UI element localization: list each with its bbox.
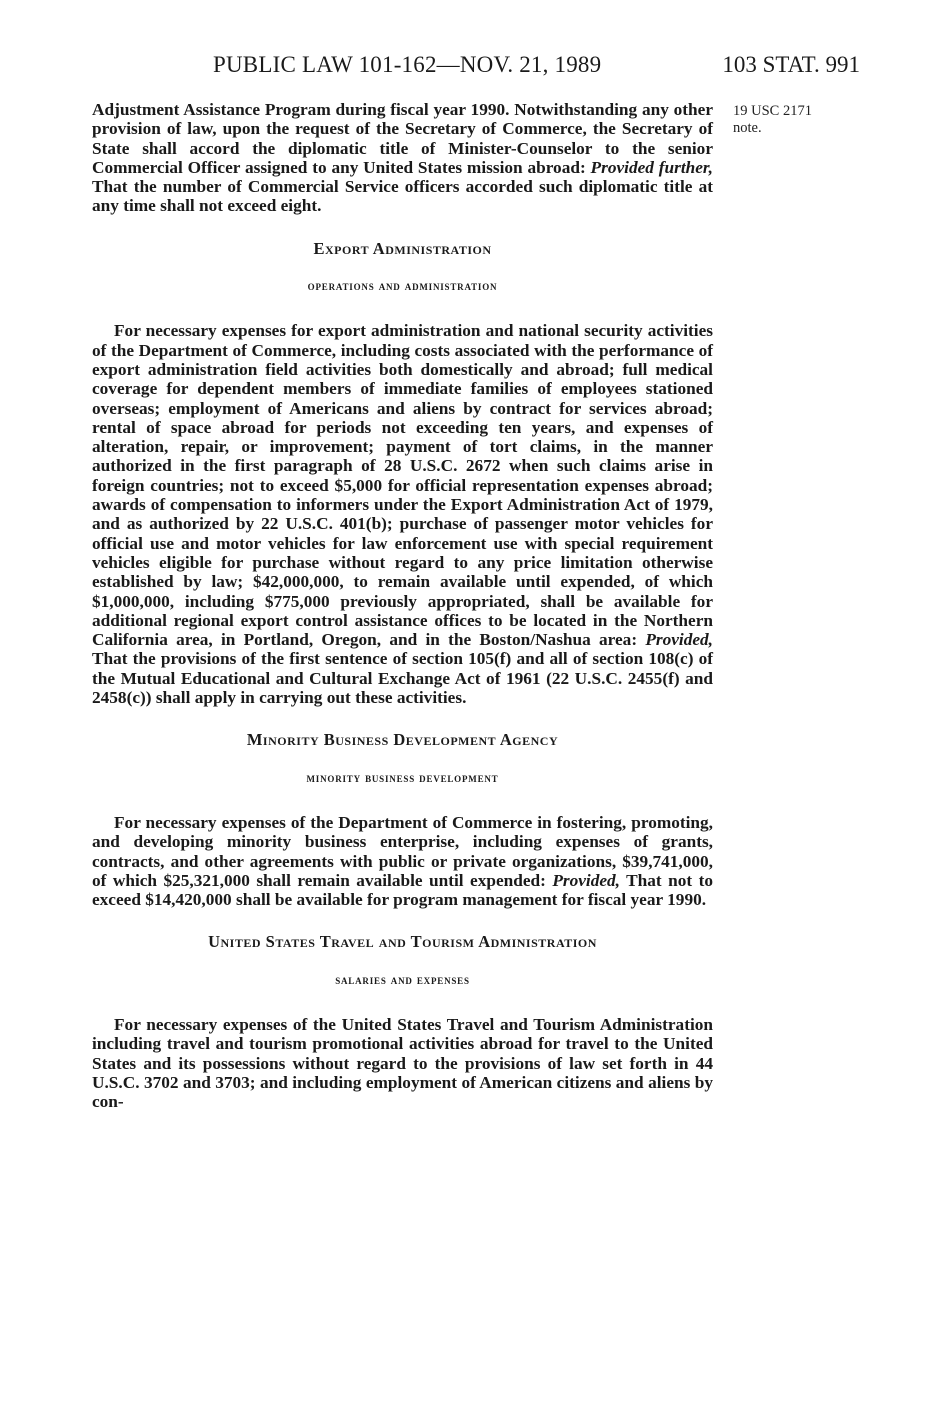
export-administration-heading: Export Administration (313, 238, 492, 258)
page-number: 103 STAT. 991 (722, 52, 860, 77)
export-proviso: Provided, (645, 630, 713, 650)
margin-note (733, 103, 812, 137)
travel-tourism-paragraph: For necessary expenses of the United States Travel and Tourism Administration including travel and tourism promotional activities abroad for travel to the United States and its possessions without regard to the provisions of law set forth in 44 U.S.C. 3702 and 3703; and including employment of American citizens and aliens by con- (92, 1014, 713, 1112)
travel-tourism-heading: United States Travel and Tourism Administration (208, 932, 597, 952)
minority-business-paragraph (92, 813, 713, 909)
running-head: PUBLIC LAW 101-162—NOV. 21, 1989 (213, 52, 602, 77)
minority-text-2: That not to exceed $14,420,000 shall be available for program management for fiscal year 1990. (92, 870, 713, 910)
export-text-1: For necessary expenses for export administration and national security activities of the Department of Commerce, including costs associated with the performance of export administration field activities both domestically and abroad; full medical coverage for dependent members of immediate families of employees stationed overseas; employment of Americans and aliens by contract for services abroad; rental of space abroad for periods not exceeding ten years, and expenses of alteration, repair, or improvement; payment of tort claims, in the manner authorized in the first paragraph of 28 U.S.C. 2672 when such claims arise in foreign countries; not to exceed $5,000 for official representation expenses abroad; awards of compensation to informers under the Export Administration Act of 1979, and as authorized by 22 U.S.C. 401(b); purchase of passenger motor vehicles for official use and motor vehicles for law enforcement use with special requirement vehicles eligible for purchase without regard to any price limitation otherwise established by law; $42,000,000, to remain available until expended, of which $1,000,000, including $775,000 previously appropriated, shall be available for additional regional export control assistance offices to be located in the Northern California area, in Portland, Oregon, and in the Boston/Nashua area: (92, 321, 713, 650)
continuation-text-2: That the number of Commercial Service officers accorded such diplomatic title at any time shall not exceed eight. (92, 177, 713, 216)
document-body (92, 100, 713, 1111)
continuation-text-1: Adjustment Assistance Program during fiscal year 1990. Notwithstanding any other provision of law, upon the request of the Secretary of Commerce, the Secretary of State shall accord the diplomatic title of Minister-Counselor to the senior Commercial Officer assigned to any United States mission abroad: (92, 100, 713, 177)
minority-business-heading: Minority Business Development Agency (246, 730, 559, 750)
minority-proviso: Provided, (552, 870, 620, 890)
export-administration-paragraph (92, 321, 713, 707)
margin-note-citation: 19 USC 2171 (733, 103, 812, 119)
operations-administration-subheading: operations and administration (307, 278, 498, 294)
continuation-proviso: Provided further, (590, 157, 713, 177)
minority-business-subheading: minority business development (306, 769, 499, 785)
continuation-paragraph (92, 100, 713, 216)
minority-text-1: For necessary expenses of the Department of Commerce in fostering, promoting, and developing minority business enterprise, including expenses of grants, contracts, and other agreements with public or private organizations, $39,741,000, of which $25,321,000 shall remain available until expended: (92, 812, 713, 890)
export-text-2: That the provisions of the first sentence of section 105(f) and all of section 108(c) of the Mutual Educational and Cultural Exchange Act of 1961 (22 U.S.C. 2455(f) and 2458(c)) shall apply in carrying out these activities. (92, 649, 713, 708)
margin-note-label: note. (733, 120, 762, 136)
salaries-expenses-subheading: salaries and expenses (335, 971, 470, 987)
